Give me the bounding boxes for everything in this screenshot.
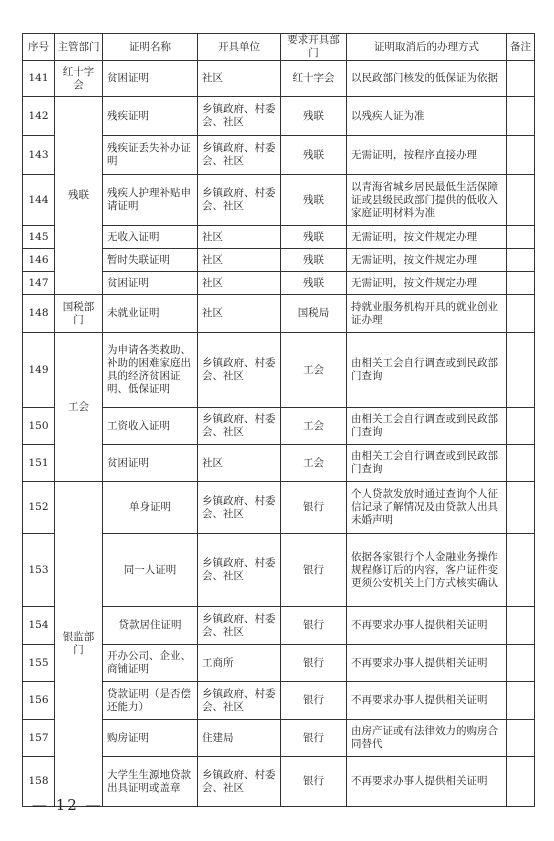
row-method: 无需证明，按文件规定办理 [347,272,507,295]
row-issuer: 乡镇政府、村委会、社区 [198,757,281,807]
row-req: 银行 [281,757,347,807]
row-method: 不再要求办事人提供相关证明 [347,757,507,807]
header-dept: 主管部门 [55,34,103,61]
header-req: 要求开具部门 [281,34,347,61]
row-method: 由房产证或有法律效力的购房合同替代 [347,720,507,757]
row-req: 残联 [281,97,347,136]
row-name: 单身证明 [103,482,198,534]
row-issuer: 社区 [198,272,281,295]
row-name: 开办公司、企业、商铺证明 [103,645,198,682]
row-name: 残疾人护理补贴申请证明 [103,175,198,226]
row-req: 银行 [281,720,347,757]
row-issuer: 社区 [198,295,281,333]
row-remark [507,226,535,249]
row-remark [507,175,535,226]
row-remark [507,607,535,645]
row-no: 141 [23,61,55,97]
row-issuer: 乡镇政府、村委会、社区 [198,682,281,720]
row-name: 暂时失联证明 [103,249,198,272]
row-issuer: 乡镇政府、村委会、社区 [198,482,281,534]
row-issuer: 乡镇政府、村委会、社区 [198,175,281,226]
row-method: 无需证明，按文件规定办理 [347,226,507,249]
row-method: 不再要求办事人提供相关证明 [347,607,507,645]
row-method: 由相关工会自行调查或到民政部门查询 [347,333,507,408]
row-name: 贫困证明 [103,445,198,482]
row-remark [507,61,535,97]
row-no: 150 [23,408,55,445]
table-row [23,333,535,408]
row-no: 145 [23,226,55,249]
row-name: 残疾证丢失补办证明 [103,136,198,175]
row-remark [507,295,535,333]
header-no: 序号 [23,34,55,61]
row-dept: 国税部门 [55,295,103,333]
row-name: 未就业证明 [103,295,198,333]
table-row [23,482,535,534]
row-req: 银行 [281,482,347,534]
row-name: 贷款居住证明 [103,607,198,645]
row-method: 以残疾人证为准 [347,97,507,136]
row-req: 工会 [281,333,347,408]
row-name: 贷款证明（是否偿还能力） [103,682,198,720]
row-method: 以民政部门核发的低保证为依据 [347,61,507,97]
row-issuer: 社区 [198,445,281,482]
row-issuer: 住建局 [198,720,281,757]
row-remark [507,757,535,807]
row-no: 156 [23,682,55,720]
row-dept: 工会 [55,333,103,482]
row-issuer: 工商所 [198,645,281,682]
row-method: 以青海省城乡居民最低生活保障证或县级民政部门提供的低收入家庭证明材料为准 [347,175,507,226]
row-remark [507,333,535,408]
row-remark [507,645,535,682]
row-req: 红十字会 [281,61,347,97]
row-method: 不再要求办事人提供相关证明 [347,682,507,720]
row-no: 155 [23,645,55,682]
row-method: 个人贷款发放时通过查询个人征信记录了解情况及由贷款人出具未婚声明 [347,482,507,534]
row-no: 158 [23,757,55,807]
row-dept: 银监部门 [55,482,103,807]
row-req: 银行 [281,534,347,607]
row-name: 工资收入证明 [103,408,198,445]
row-remark [507,720,535,757]
row-req: 银行 [281,682,347,720]
row-issuer: 社区 [198,249,281,272]
header-remark: 备注 [507,34,535,61]
row-method: 依据各家银行个人金融业务操作规程修订后的内容，客户证件变更须公安机关上门方式核实确认 [347,534,507,607]
row-name: 贫困证明 [103,272,198,295]
row-dept: 红十字会 [55,61,103,97]
row-name: 大学生生源地贷款出具证明或盖章 [103,757,198,807]
row-remark [507,682,535,720]
row-req: 银行 [281,645,347,682]
table-header-row [23,34,535,61]
row-no: 149 [23,333,55,408]
table-row [23,97,535,136]
row-no: 146 [23,249,55,272]
table-row [23,61,535,97]
row-method: 无需证明，按程序直接办理 [347,136,507,175]
row-issuer: 社区 [198,61,281,97]
table-row [23,295,535,333]
page-number: — 12 — [32,796,103,814]
header-name: 证明名称 [103,34,198,61]
row-no: 151 [23,445,55,482]
row-req: 残联 [281,249,347,272]
row-method: 不再要求办事人提供相关证明 [347,645,507,682]
row-method: 无需证明，按文件规定办理 [347,249,507,272]
row-remark [507,534,535,607]
row-req: 残联 [281,175,347,226]
row-method: 由相关工会自行调查或到民政部门查询 [347,408,507,445]
row-req: 残联 [281,136,347,175]
row-remark [507,97,535,136]
row-no: 153 [23,534,55,607]
row-remark [507,249,535,272]
row-remark [507,445,535,482]
row-remark [507,272,535,295]
row-no: 157 [23,720,55,757]
row-no: 147 [23,272,55,295]
row-no: 144 [23,175,55,226]
row-remark [507,408,535,445]
row-name: 为申请各类救助、补助的困难家庭出具的经济贫困证明、低保证明 [103,333,198,408]
row-no: 152 [23,482,55,534]
row-no: 154 [23,607,55,645]
row-name: 同一人证明 [103,534,198,607]
row-req: 残联 [281,226,347,249]
header-method: 证明取消后的办理方式 [347,34,507,61]
row-no: 142 [23,97,55,136]
row-issuer: 乡镇政府、村委会、社区 [198,333,281,408]
row-method: 由相关工会自行调查或到民政部门查询 [347,445,507,482]
header-issuer: 开具单位 [198,34,281,61]
row-issuer: 社区 [198,226,281,249]
row-name: 无收入证明 [103,226,198,249]
row-issuer: 乡镇政府、村委会、社区 [198,97,281,136]
row-req: 工会 [281,408,347,445]
row-name: 残疾证明 [103,97,198,136]
row-no: 143 [23,136,55,175]
row-issuer: 乡镇政府、村委会、社区 [198,408,281,445]
row-req: 国税局 [281,295,347,333]
row-issuer: 乡镇政府、村委会、社区 [198,136,281,175]
row-no: 148 [23,295,55,333]
row-req: 残联 [281,272,347,295]
row-name: 购房证明 [103,720,198,757]
row-method: 持就业服务机构开具的就业创业证办理 [347,295,507,333]
row-issuer: 乡镇政府、村委会、社区 [198,534,281,607]
row-remark [507,482,535,534]
row-req: 银行 [281,607,347,645]
row-issuer: 乡镇政府、村委会、社区 [198,607,281,645]
row-dept: 残联 [55,97,103,295]
certificate-table [22,33,535,807]
row-req: 工会 [281,445,347,482]
row-remark [507,136,535,175]
row-name: 贫困证明 [103,61,198,97]
